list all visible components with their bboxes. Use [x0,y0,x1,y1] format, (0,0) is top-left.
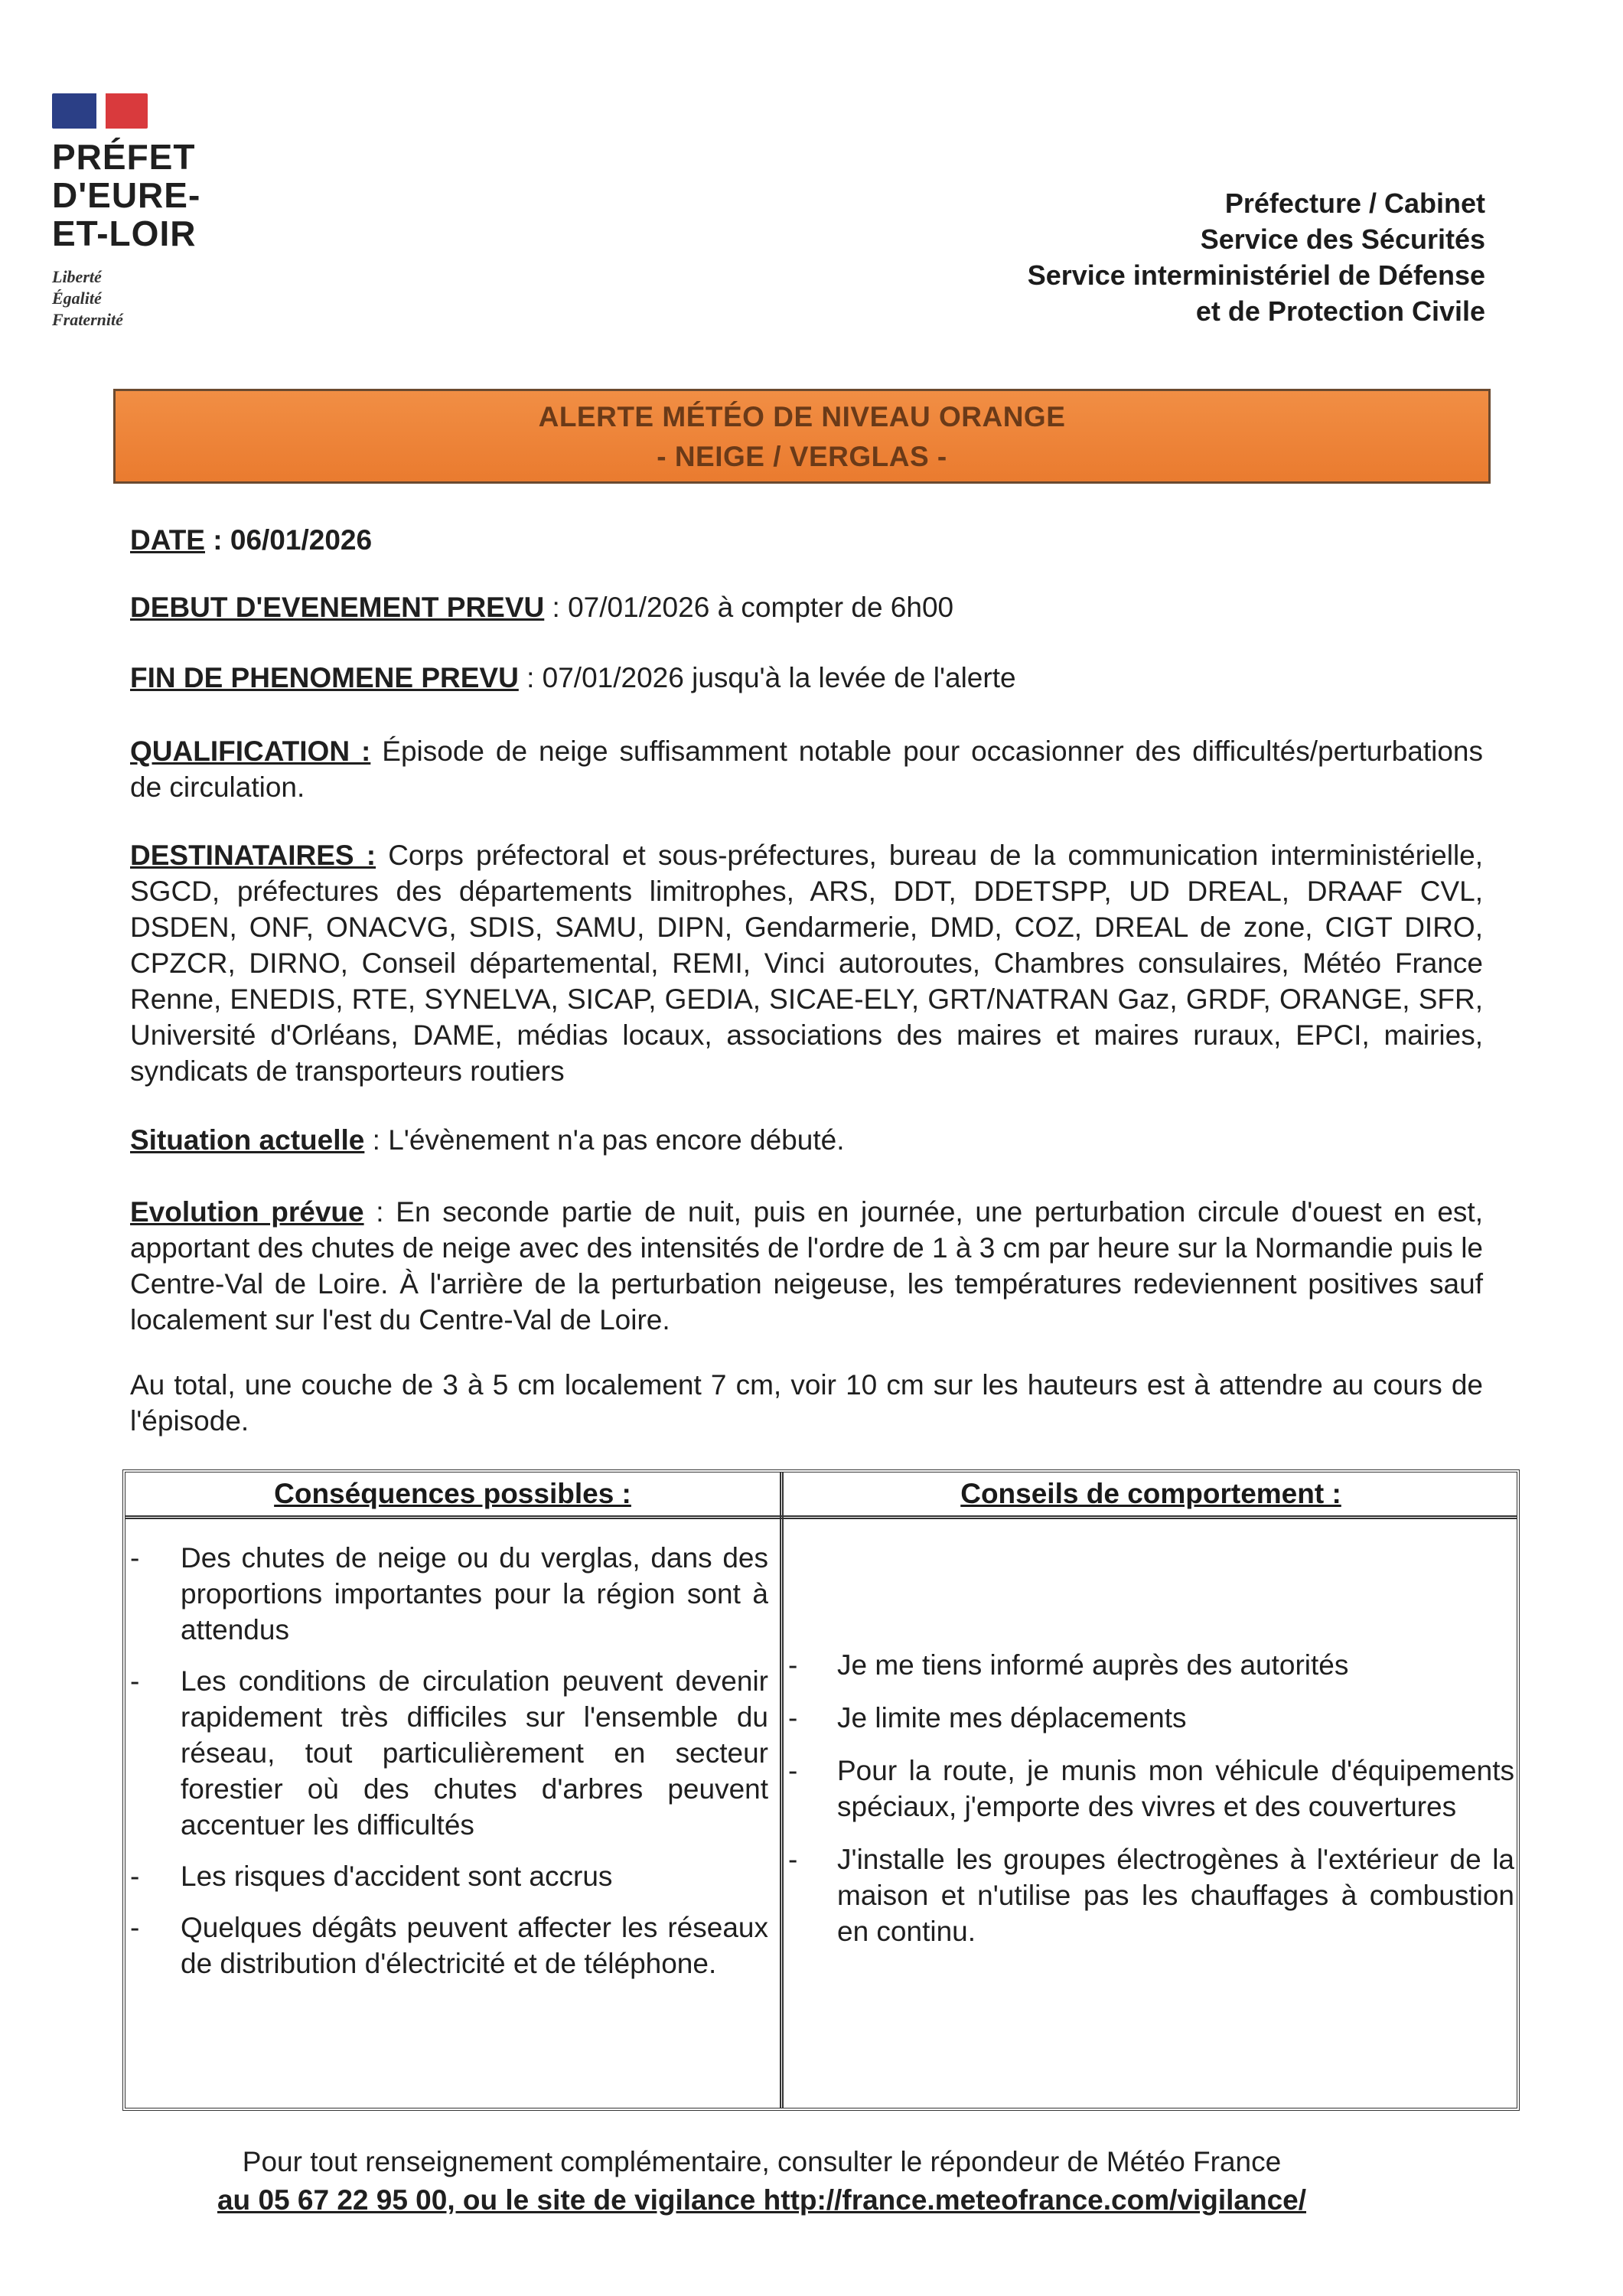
republic-motto [52,266,236,331]
qualification-value: Épisode de neige suffisamment notable pour occasionner des difficultés/perturbations de circulation. [130,735,1483,803]
consequences-header: Conséquences possibles : [274,1478,631,1509]
date-field: DATE : 06/01/2026 [130,524,373,556]
prefet-line-1: PRÉFET [52,137,196,177]
consequence-item: - Les conditions de circulation peuvent devenir rapidement très difficiles sur l'ensemble du réseau, tout particulièrement en secteur forestier où des chutes d'arbres peuvent accentuer les difficultés [130,1665,768,1841]
footer [0,2143,1623,2219]
situation-value: L'évènement n'a pas encore débuté. [388,1124,845,1156]
evolution-label: Evolution prévue [130,1196,364,1228]
consequence-item: - Les risques d'accident sont accrus [130,1861,613,1892]
motto-fraternite: Fraternité [52,310,123,329]
advice-table [122,1469,1520,2111]
conseils-list [784,1647,1514,1966]
footer-line-1: Pour tout renseignement complémentaire, consulter le répondeur de Météo France [242,2146,1282,2177]
consequence-item: - Quelques dégâts peuvent affecter les réseaux de distribution d'électricité et de téléphone. [130,1912,768,1979]
fin-value: 07/01/2026 jusqu'à la levée de l'alerte [542,662,1016,693]
fin-label: FIN DE PHENOMENE PREVU [130,662,519,693]
service-line-3: Service interministériel de Défense [1027,259,1485,291]
consequences-list [125,1540,768,1997]
table-header-rule [125,1515,1517,1519]
prefet-line-2: D'EURE- [52,175,201,215]
destinataires-field [130,837,1483,1089]
situation-label: Situation actuelle [130,1124,365,1156]
consequence-item: - Des chutes de neige ou du verglas, dans des proportions importantes pour la région sont à attendus [130,1542,768,1645]
conseil-item: - J'installe les groupes électrogènes à l'extérieur de la maison et n'utilise pas les chauffages à combustion en continu. [788,1844,1514,1947]
fin-field: FIN DE PHENOMENE PREVU : 07/01/2026 jusqu'à la levée de l'alerte [130,662,1016,693]
alert-title: ALERTE MÉTÉO DE NIVEAU ORANGE [538,401,1066,432]
service-line-4: et de Protection Civile [1195,295,1485,327]
conseils-header: Conseils de comportement : [960,1478,1341,1509]
service-heading [1028,185,1485,329]
situation-field: Situation actuelle : L'évènement n'a pas encore débuté. [130,1124,845,1156]
date-label: DATE [130,524,205,556]
prefet-line-3: ET-LOIR [52,214,197,253]
debut-field: DEBUT D'EVENEMENT PREVU : 07/01/2026 à compter de 6h00 [130,592,954,623]
conseil-item: - Je limite mes déplacements [788,1702,1187,1733]
alert-subtitle: - NEIGE / VERGLAS - [657,441,947,472]
qualification-label: QUALIFICATION : [130,735,371,767]
prefecture-logo [52,93,236,331]
conseil-item: - Pour la route, je munis mon véhicule d'équipements spéciaux, j'emporte des vivres et des couvertures [788,1755,1514,1822]
evolution-value: En seconde partie de nuit, puis en journée, une perturbation circule d'ouest en est, apportant des chutes de neige avec des intensités de l'ordre de 1 à 3 cm par heure sur la Normandie puis le Centre-Val de Loire. À l'arrière de la perturbation neigeuse, les températures redeviennent positives sauf localement sur l'est du Centre-Val de Loire. [130,1196,1483,1336]
service-line-2: Service des Sécurités [1200,223,1485,255]
debut-value: 07/01/2026 à compter de 6h00 [568,592,954,623]
destinataires-label: DESTINATAIRES : [130,840,376,871]
service-line-1: Préfecture / Cabinet [1224,188,1485,219]
qualification-field [130,733,1483,805]
alert-banner [113,389,1491,484]
debut-label: DEBUT D'EVENEMENT PREVU [130,592,545,623]
total-paragraph: Au total, une couche de 3 à 5 cm localement 7 cm, voir 10 cm sur les hauteurs est à attendre au cours de l'épisode. [130,1369,1483,1437]
marianne-flag-icon [52,93,148,129]
destinataires-value: Corps préfectoral et sous-préfectures, bureau de la communication interministérielle, SGCD, préfectures des départements limitrophes, ARS, DDT, DDETSPP, UD DREAL, DRAAF CVL, DSDEN, ONF, ONACVG, SDIS, SAMU, DIPN, Gendarmerie, DMD, COZ, DREAL de zone, CIGT DIRO, CPZCR, DIRNO, Conseil départemental, REMI, Vinci autoroutes, Chambres consulaires, Météo France Renne, ENEDIS, RTE, SYNELVA, SICAP, GEDIA, SICAE-ELY, GRT/NATRAN Gaz, GRDF, ORANGE, SFR, Université d'Orléans, DAME, médias locaux, associations des maires et maires ruraux, EPCI, mairies, syndicats de transporteurs routiers [130,840,1484,1087]
conseil-item: - Je me tiens informé auprès des autorités [788,1649,1349,1681]
motto-egalite: Égalité [52,289,102,308]
evolution-field: Evolution prévue : En seconde partie de nuit, puis en journée, une perturbation circule d'ouest en est, apportant des chutes de neige avec des intensités de l'ordre de 1 à 3 cm par heure sur la Normandie puis le Centre-Val de Loire. À l'arrière de la perturbation neigeuse, les températures redeviennent positives sauf localement sur l'est du Centre-Val de Loire. [130,1196,1483,1336]
motto-liberte: Liberté [52,267,102,286]
date-value: 06/01/2026 [230,524,373,556]
footer-contact-link[interactable]: au 05 67 22 95 00, ou le site de vigilance http://france.meteofrance.com/vigilance/ [217,2184,1307,2216]
